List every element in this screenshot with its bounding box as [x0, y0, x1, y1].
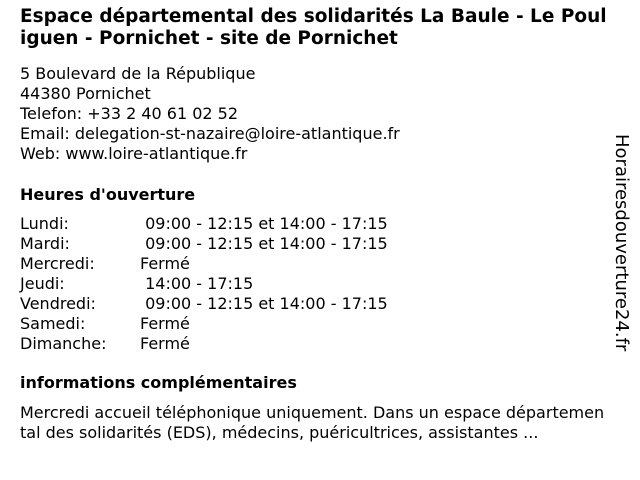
email-line: Email: delegation-st-nazaire@loire-atlantique.fr	[20, 124, 400, 143]
hours-row-thursday	[20, 274, 610, 294]
hours-row-saturday	[20, 314, 610, 334]
hours-time-value: Fermé	[140, 254, 190, 273]
hours-day-label: Dimanche:	[20, 334, 107, 353]
page-title: Espace départemental des solidarités La Baule - Le Pouliguen - Pornichet - site de Pornichet	[20, 6, 607, 49]
hours-day-label: Lundi:	[20, 214, 69, 233]
street-address: 5 Boulevard de la République	[20, 64, 256, 83]
city-postcode: 44380 Pornichet	[20, 84, 151, 103]
hours-day-label: Mercredi:	[20, 254, 95, 273]
address-block	[20, 64, 610, 164]
hours-row-sunday	[20, 334, 610, 354]
hours-row-friday	[20, 294, 610, 314]
hours-time-value: Fermé	[140, 314, 190, 333]
hours-day-label: Vendredi:	[20, 294, 96, 313]
phone-line: Telefon: +33 2 40 61 02 52	[20, 104, 239, 123]
hours-day-label: Jeudi:	[20, 274, 65, 293]
hours-row-monday	[20, 214, 610, 234]
hours-row-wednesday	[20, 254, 610, 274]
opening-hours-table	[20, 214, 610, 354]
additional-info-text: Mercredi accueil téléphonique uniquement. Dans un espace départemental des solidarités (EDS), médecins, puéricultrices, assistantes ...	[20, 403, 605, 442]
opening-hours-heading: Heures d'ouverture	[20, 185, 196, 204]
location-card	[20, 6, 610, 443]
site-watermark: Horairesdouverture24.fr	[611, 134, 632, 352]
hours-day-label: Mardi:	[20, 234, 70, 253]
hours-time-value: 09:00 - 12:15 et 14:00 - 17:15	[140, 234, 388, 253]
hours-time-value: Fermé	[140, 334, 190, 353]
hours-time-value: 14:00 - 17:15	[140, 274, 254, 293]
hours-day-label: Samedi:	[20, 314, 86, 333]
hours-row-tuesday	[20, 234, 610, 254]
additional-info-heading: informations complémentaires	[20, 373, 297, 392]
hours-time-value: 09:00 - 12:15 et 14:00 - 17:15	[140, 214, 388, 233]
website-line: Web: www.loire-atlantique.fr	[20, 144, 248, 163]
hours-time-value: 09:00 - 12:15 et 14:00 - 17:15	[140, 294, 388, 313]
